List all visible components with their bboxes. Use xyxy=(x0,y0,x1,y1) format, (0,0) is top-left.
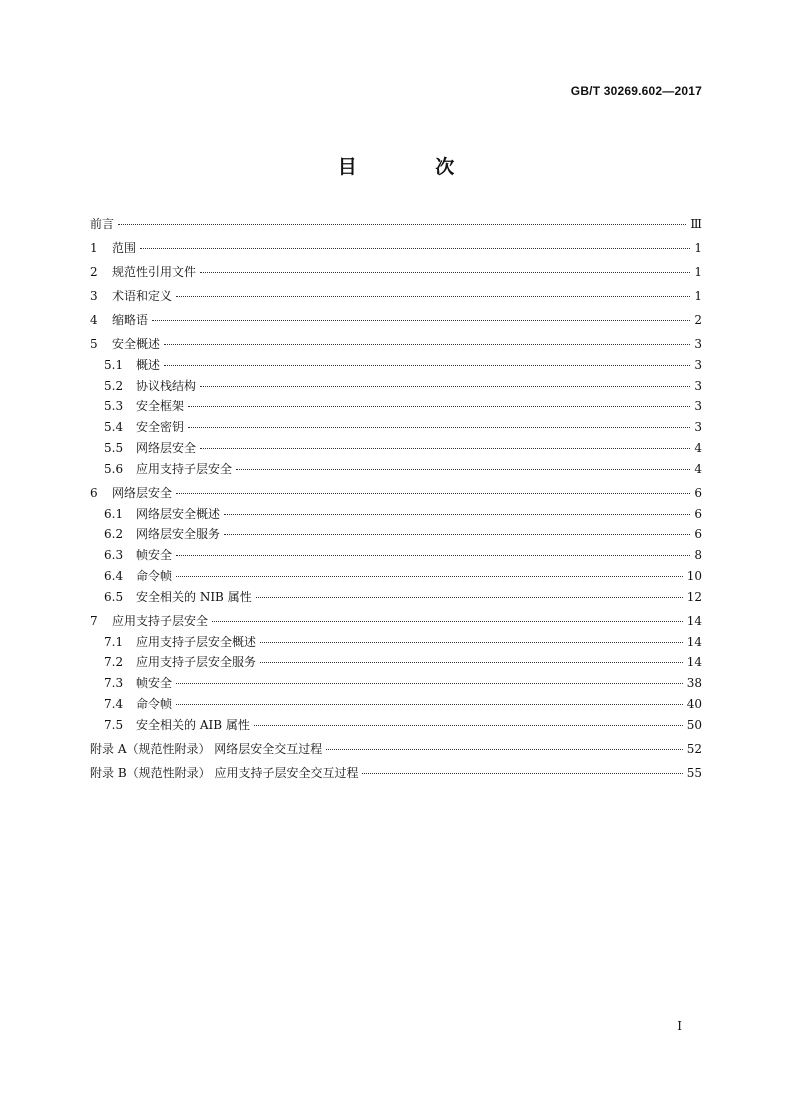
toc-entry-title: 缩略语 xyxy=(112,313,149,327)
toc-entry-page: 3 xyxy=(694,357,702,372)
toc-entry-page: 50 xyxy=(686,717,702,732)
dot-leader xyxy=(224,514,690,515)
toc-entry-number: 7.3 xyxy=(104,676,124,691)
toc-entry-title: 应用支持子层安全服务 xyxy=(136,655,257,670)
toc-entry-title: 范围 xyxy=(112,241,137,255)
toc-entry-page: 4 xyxy=(694,440,702,455)
toc-entry-title: 应用支持子层安全 xyxy=(136,461,233,476)
toc-entry-title: 命令帧 xyxy=(136,568,173,583)
toc-entry-page: 3 xyxy=(694,420,702,435)
dot-leader xyxy=(140,248,690,249)
dot-leader xyxy=(236,469,690,470)
toc-entry-page: 1 xyxy=(694,289,702,303)
toc-entry[interactable] xyxy=(90,694,702,714)
toc-entry-page: 2 xyxy=(694,313,702,327)
dot-leader xyxy=(200,272,690,273)
toc-entry[interactable] xyxy=(90,566,702,586)
toc-entry-title: 术语和定义 xyxy=(112,289,173,303)
toc-entry[interactable] xyxy=(90,459,702,479)
toc-entry-number: 2 xyxy=(90,265,98,279)
toc-entry-title: 协议栈结构 xyxy=(136,378,197,393)
toc-entry-title: 网络层安全概述 xyxy=(136,506,221,521)
toc-entry[interactable] xyxy=(90,438,702,458)
toc-entry-page: 6 xyxy=(694,485,702,500)
toc-entry-number: 6.2 xyxy=(104,527,124,542)
page-title: 目 次 xyxy=(337,156,491,178)
toc-entry-number: 5 xyxy=(90,337,98,351)
toc-entry-title: 概述 xyxy=(136,357,161,372)
toc-entry-page: 14 xyxy=(686,613,702,628)
toc-entry[interactable] xyxy=(90,483,702,503)
toc-entry-number: 5.1 xyxy=(104,357,124,372)
toc-entry-page: 12 xyxy=(686,589,702,604)
dot-leader xyxy=(200,448,690,449)
toc-entry-page: 52 xyxy=(686,741,702,756)
standard-number: GB/T 30269.602—2017 xyxy=(570,84,702,98)
dot-leader xyxy=(176,683,683,684)
dot-leader xyxy=(118,224,686,225)
toc-entry[interactable] xyxy=(90,417,702,437)
toc-entry-page: 3 xyxy=(694,378,702,393)
toc-entry[interactable] xyxy=(90,504,702,524)
dot-leader xyxy=(254,725,683,726)
dot-leader xyxy=(212,621,683,622)
dot-leader xyxy=(326,749,682,750)
toc-entry-page: 8 xyxy=(694,548,702,563)
toc-entry[interactable] xyxy=(90,238,702,258)
toc-entry-title: 网络层安全服务 xyxy=(136,527,221,542)
table-of-contents xyxy=(90,214,702,783)
toc-entry-number: 6.4 xyxy=(104,568,124,583)
toc-entry-title: 安全框架 xyxy=(136,399,185,414)
toc-entry-number: 5.4 xyxy=(104,420,124,435)
toc-entry[interactable] xyxy=(90,673,702,693)
toc-entry-number: 7.1 xyxy=(104,634,124,649)
toc-entry-number: 5.3 xyxy=(104,399,124,414)
toc-entry-page: 14 xyxy=(686,655,702,670)
toc-entry[interactable] xyxy=(90,715,702,735)
toc-entry-number: 7.5 xyxy=(104,717,124,732)
toc-entry-number: 4 xyxy=(90,313,98,327)
dot-leader xyxy=(260,662,683,663)
toc-entry-page: 38 xyxy=(686,676,702,691)
toc-entry-number: 1 xyxy=(90,241,98,255)
toc-entry[interactable] xyxy=(90,262,702,282)
dot-leader xyxy=(200,386,690,387)
toc-entry[interactable] xyxy=(90,214,702,234)
toc-entry-page: 4 xyxy=(694,461,702,476)
toc-entry[interactable] xyxy=(90,652,702,672)
dot-leader xyxy=(164,365,690,366)
toc-entry-title: 帧安全 xyxy=(136,548,173,563)
toc-entry-page: 14 xyxy=(686,634,702,649)
toc-entry-number: 7.2 xyxy=(104,655,124,670)
toc-entry-number: 3 xyxy=(90,289,98,303)
toc-entry[interactable] xyxy=(90,739,702,759)
toc-entry[interactable] xyxy=(90,763,702,783)
toc-entry-page: 1 xyxy=(694,265,702,279)
dot-leader xyxy=(176,296,690,297)
toc-entry-page: 1 xyxy=(694,241,702,255)
dot-leader xyxy=(164,344,690,345)
toc-entry-page: 6 xyxy=(694,527,702,542)
toc-entry-page: 55 xyxy=(686,765,702,780)
toc-entry-title: 安全概述 xyxy=(112,337,161,351)
toc-entry-title: 应用支持子层安全 xyxy=(112,613,209,628)
toc-entry-page: 3 xyxy=(694,337,702,351)
toc-entry-title: 安全密钥 xyxy=(136,420,185,435)
toc-entry[interactable] xyxy=(90,355,702,375)
toc-entry-number: 7 xyxy=(90,613,98,628)
dot-leader xyxy=(176,555,690,556)
toc-entry-page: 10 xyxy=(686,568,702,583)
dot-leader xyxy=(260,642,683,643)
dot-leader xyxy=(188,427,690,428)
dot-leader xyxy=(224,534,690,535)
toc-entry-title: 命令帧 xyxy=(136,696,173,711)
toc-entry-title: 安全相关的 AIB 属性 xyxy=(136,717,250,732)
dot-leader xyxy=(176,493,690,494)
toc-entry-title: 应用支持子层安全概述 xyxy=(136,634,257,649)
toc-entry[interactable] xyxy=(90,545,702,565)
toc-entry[interactable] xyxy=(90,396,702,416)
toc-entry-number: 6.3 xyxy=(104,548,124,563)
toc-entry-title: 安全相关的 NIB 属性 xyxy=(136,589,252,604)
toc-entry[interactable] xyxy=(90,310,702,330)
toc-entry[interactable] xyxy=(90,524,702,544)
toc-entry[interactable] xyxy=(90,587,702,607)
toc-entry-title: 附录 B（规范性附录） 应用支持子层安全交互过程 xyxy=(90,765,359,780)
toc-entry-title: 规范性引用文件 xyxy=(112,265,197,279)
toc-entry-title: 前言 xyxy=(90,217,115,231)
toc-entry-page: 6 xyxy=(694,506,702,521)
dot-leader xyxy=(152,320,690,321)
toc-entry-title: 帧安全 xyxy=(136,676,173,691)
dot-leader xyxy=(362,773,682,774)
toc-entry-number: 5.2 xyxy=(104,378,124,393)
dot-leader xyxy=(256,597,683,598)
toc-entry[interactable] xyxy=(90,632,702,652)
toc-entry-title: 网络层安全 xyxy=(112,485,173,500)
dot-leader xyxy=(176,704,683,705)
toc-entry-page: 40 xyxy=(686,696,702,711)
dot-leader xyxy=(176,576,683,577)
toc-entry[interactable] xyxy=(90,611,702,631)
toc-entry[interactable] xyxy=(90,334,702,354)
dot-leader xyxy=(188,406,690,407)
toc-entry-number: 6.5 xyxy=(104,589,124,604)
toc-entry[interactable] xyxy=(90,376,702,396)
toc-entry-number: 5.5 xyxy=(104,440,124,455)
toc-entry-number: 7.4 xyxy=(104,696,124,711)
toc-entry-page: Ⅲ xyxy=(690,217,702,231)
toc-entry-title: 网络层安全 xyxy=(136,440,197,455)
toc-entry-number: 5.6 xyxy=(104,461,124,476)
toc-entry-number: 6.1 xyxy=(104,506,124,521)
toc-entry-page: 3 xyxy=(694,399,702,414)
page-number: Ⅰ xyxy=(677,1019,682,1033)
toc-entry[interactable] xyxy=(90,286,702,306)
toc-entry-title: 附录 A（规范性附录） 网络层安全交互过程 xyxy=(90,741,323,756)
toc-entry-number: 6 xyxy=(90,485,98,500)
